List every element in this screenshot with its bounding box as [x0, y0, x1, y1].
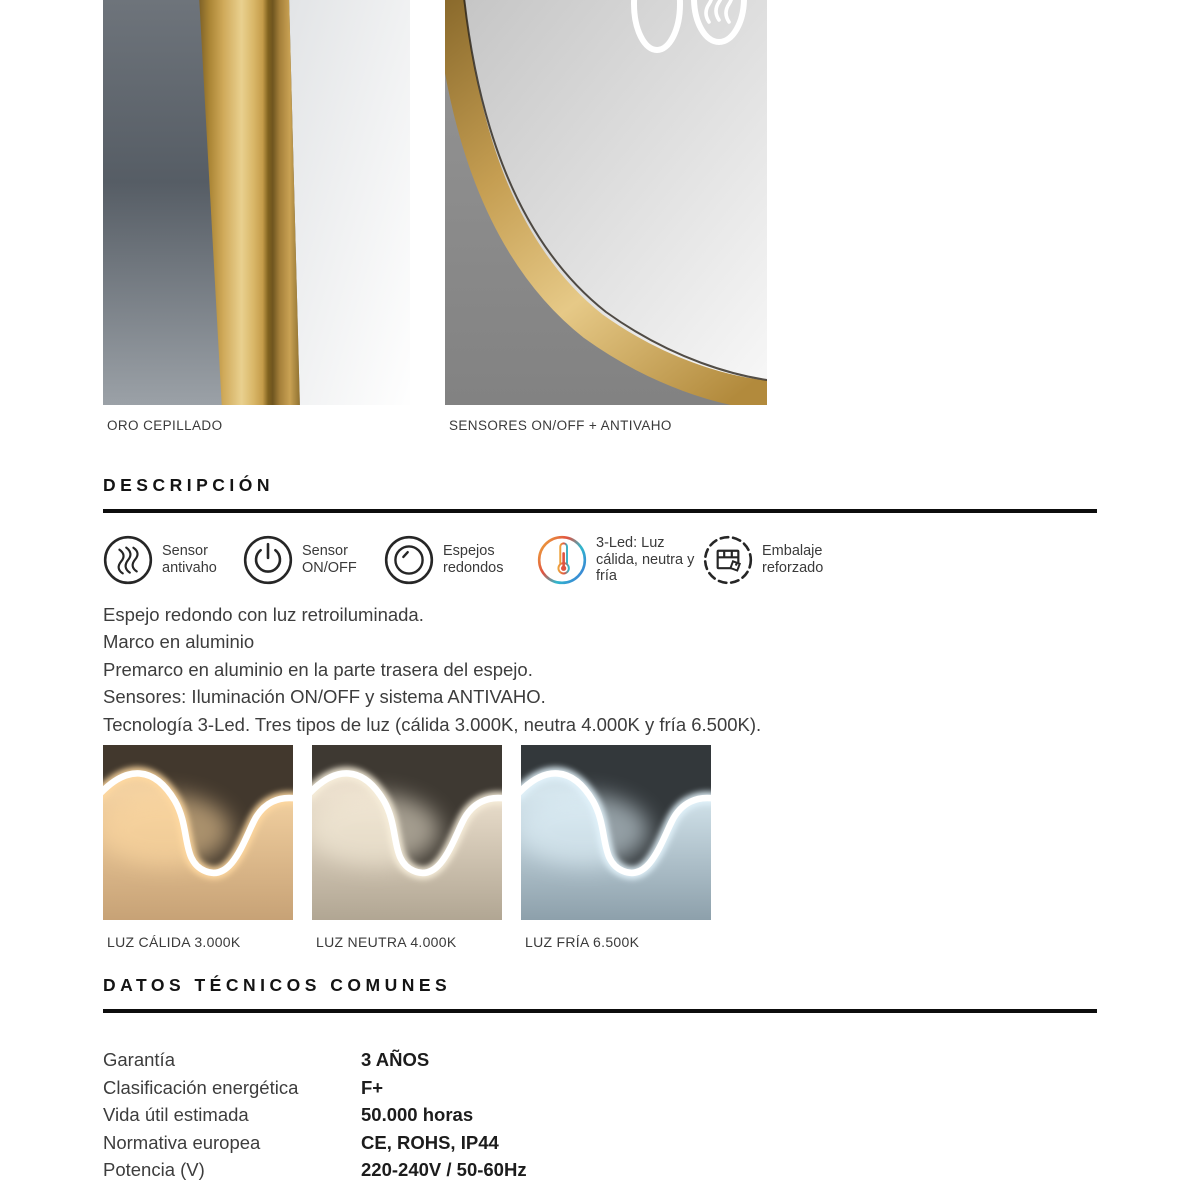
- spec-row: [103, 1074, 1097, 1102]
- spec-label: Normativa europea: [103, 1131, 261, 1153]
- feature-label: Espejos redondos: [443, 543, 504, 576]
- description-line: Espejo redondo con luz retroiluminada.: [103, 604, 424, 625]
- spec-label: Potencia (V): [103, 1159, 205, 1181]
- led-photo-warm: [103, 745, 293, 950]
- feature-3led: [537, 535, 703, 585]
- spec-row: [103, 1156, 1097, 1184]
- technical-specs-table: [103, 1046, 1097, 1184]
- led-caption: LUZ FRÍA 6.500K: [525, 934, 640, 951]
- photo-caption: ORO CEPILLADO: [107, 418, 223, 433]
- led-photo-cool: [521, 745, 711, 950]
- thermometer-3led-icon: [537, 535, 587, 585]
- section-divider: [103, 509, 1097, 513]
- description-line: Marco en aluminio: [103, 631, 255, 653]
- feature-round-mirrors: [384, 535, 537, 585]
- technical-section-title: DATOS TÉCNICOS COMUNES: [103, 975, 452, 996]
- spec-label: Clasificación energética: [103, 1076, 299, 1098]
- feature-antifog: [103, 535, 243, 585]
- description-section-title: DESCRIPCIÓN: [103, 475, 275, 495]
- description-line: Tecnología 3-Led. Tres tipos de luz (cálida 3.000K, neutra 4.000K y fría 6.500K).: [103, 713, 762, 735]
- hero-photo-sensores: [445, 0, 767, 433]
- feature-icons-row: [103, 535, 1097, 585]
- spec-value: CE, ROHS, IP44: [361, 1131, 499, 1153]
- feature-onoff: [243, 535, 384, 585]
- mirror-sensors-photo: [445, 0, 767, 405]
- led-variants-row: [103, 745, 1097, 950]
- led-caption: LUZ NEUTRA 4.000K: [316, 934, 457, 951]
- spec-row: [103, 1046, 1097, 1074]
- warm-light-photo: [103, 745, 293, 920]
- feature-label: Sensor ON/OFF: [302, 543, 357, 576]
- spec-value: F+: [361, 1076, 384, 1098]
- neutral-light-photo: [312, 745, 502, 920]
- antifog-sensor-icon: [103, 535, 153, 585]
- spec-value: 220-240V / 50-60Hz: [361, 1159, 527, 1181]
- hero-photos: [0, 0, 1200, 437]
- brushed-gold-frame-photo: [103, 0, 410, 405]
- feature-label: 3-Led: Luz cálida, neutra y fría: [596, 535, 695, 585]
- led-photo-neutral: [312, 745, 502, 950]
- spec-label: Garantía: [103, 1049, 175, 1071]
- description-line: Sensores: Iluminación ON/OFF y sistema ANTIVAHO.: [103, 686, 546, 708]
- photo-caption: SENSORES ON/OFF + ANTIVAHO: [449, 418, 672, 433]
- led-caption: LUZ CÁLIDA 3.000K: [107, 934, 241, 951]
- reinforced-packaging-icon: [703, 535, 753, 585]
- spec-label: Vida útil estimada: [103, 1104, 249, 1126]
- spec-value: 3 AÑOS: [361, 1049, 430, 1071]
- description-line: Premarco en aluminio en la parte trasera del espejo.: [103, 658, 533, 680]
- cool-light-photo: [521, 745, 711, 920]
- product-description: [103, 601, 1097, 738]
- spec-value: 50.000 horas: [361, 1104, 474, 1126]
- hero-photo-oro-cepillado: [103, 0, 410, 433]
- section-divider: [103, 1009, 1097, 1013]
- feature-packaging: [703, 535, 848, 585]
- feature-label: Sensor antivaho: [162, 543, 217, 576]
- power-sensor-icon: [243, 535, 293, 585]
- round-mirror-icon: [384, 535, 434, 585]
- spec-row: [103, 1129, 1097, 1157]
- spec-row: [103, 1101, 1097, 1129]
- feature-label: Embalaje reforzado: [762, 543, 824, 576]
